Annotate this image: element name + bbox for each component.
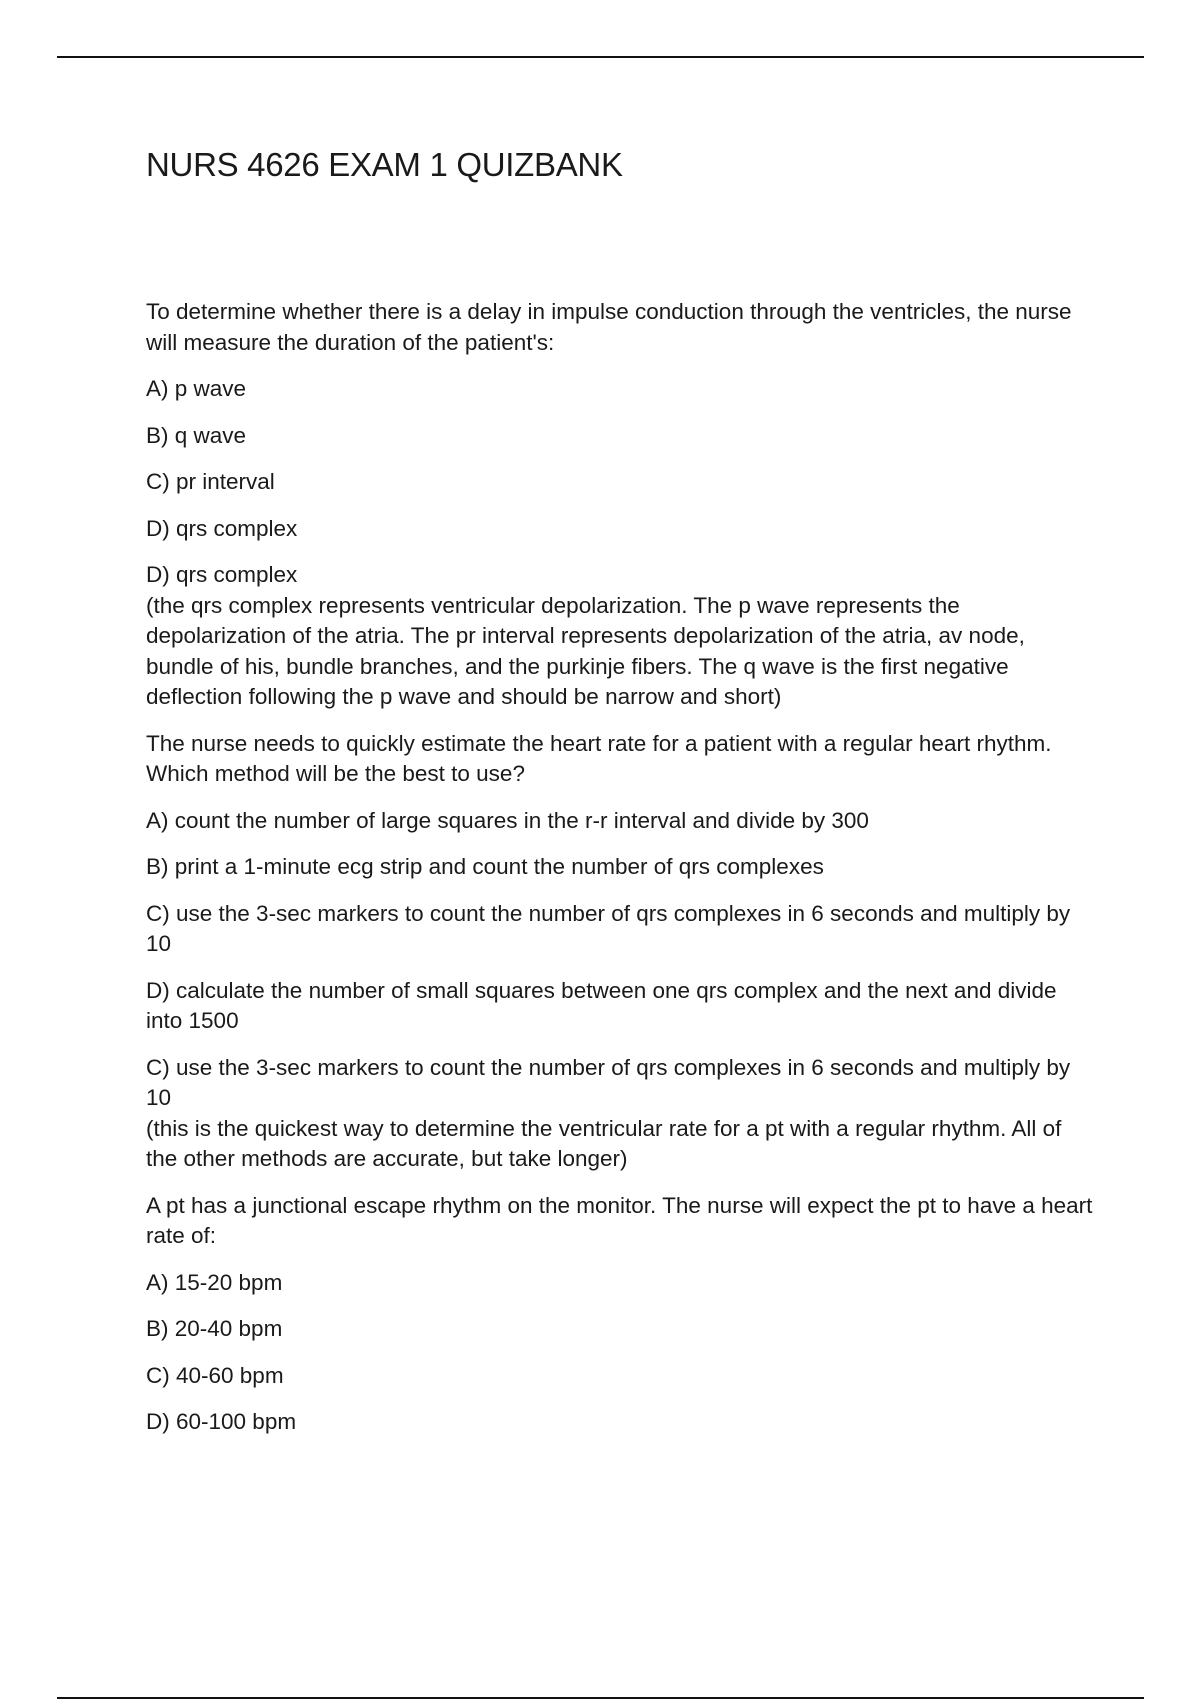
- top-rule: [57, 56, 1144, 58]
- question-1-option-a: A) p wave: [146, 376, 247, 401]
- question-1-option-b: B) q wave: [146, 422, 247, 448]
- question-2-stem: The nurse needs to quickly estimate the heart rate for a patient with a regular heart rhythm. Which method will be the best to use?: [146, 730, 1052, 786]
- document-title: NURS 4626 EXAM 1 QUIZBANK: [146, 146, 623, 183]
- question-3-option-b: B) 20-40 bpm: [146, 1316, 283, 1341]
- question-2-option-c: C) use the 3-sec markers to count the number of qrs complexes in 6 seconds and multiply by 10: [146, 900, 1071, 956]
- question-3-option-a: A) 15-20 bpm: [146, 1269, 283, 1295]
- question-2-answer: C) use the 3-sec markers to count the number of qrs complexes in 6 seconds and multiply by 10: [146, 1054, 1071, 1110]
- question-3-option-c: C) 40-60 bpm: [146, 1362, 284, 1388]
- question-2-option-a: A) count the number of large squares in the r-r interval and divide by 300: [146, 807, 869, 833]
- question-1-explanation: (the qrs complex represents ventricular depolarization. The p wave represents the depolarization of the atria. The pr interval represents depolarization of the atria, av node, bundle of his, bundle branches, and the purkinje fibers. The q wave is the first negative deflection following the p wave and should be narrow and short): [146, 592, 1025, 709]
- question-2-option-d: D) calculate the number of small squares between one qrs complex and the next and divide into 1500: [146, 977, 1057, 1033]
- question-list: [146, 297, 1096, 1454]
- question-3-option-d: D) 60-100 bpm: [146, 1409, 297, 1434]
- question-1-stem: To determine whether there is a delay in impulse conduction through the ventricles, the nurse will measure the duration of the patient's:: [146, 299, 1072, 355]
- bottom-rule: [57, 1697, 1144, 1699]
- question-3-stem: A pt has a junctional escape rhythm on the monitor. The nurse will expect the pt to have a heart rate of:: [146, 1192, 1093, 1248]
- question-2-option-b: B) print a 1-minute ecg strip and count the number of qrs complexes: [146, 854, 824, 879]
- question-1-answer: D) qrs complex: [146, 562, 298, 587]
- question-1-option-d: D) qrs complex: [146, 515, 298, 541]
- question-1-option-c: C) pr interval: [146, 469, 275, 494]
- question-2-explanation: (this is the quickest way to determine the ventricular rate for a pt with a regular rhythm. All of the other methods are accurate, but take longer): [146, 1115, 1062, 1171]
